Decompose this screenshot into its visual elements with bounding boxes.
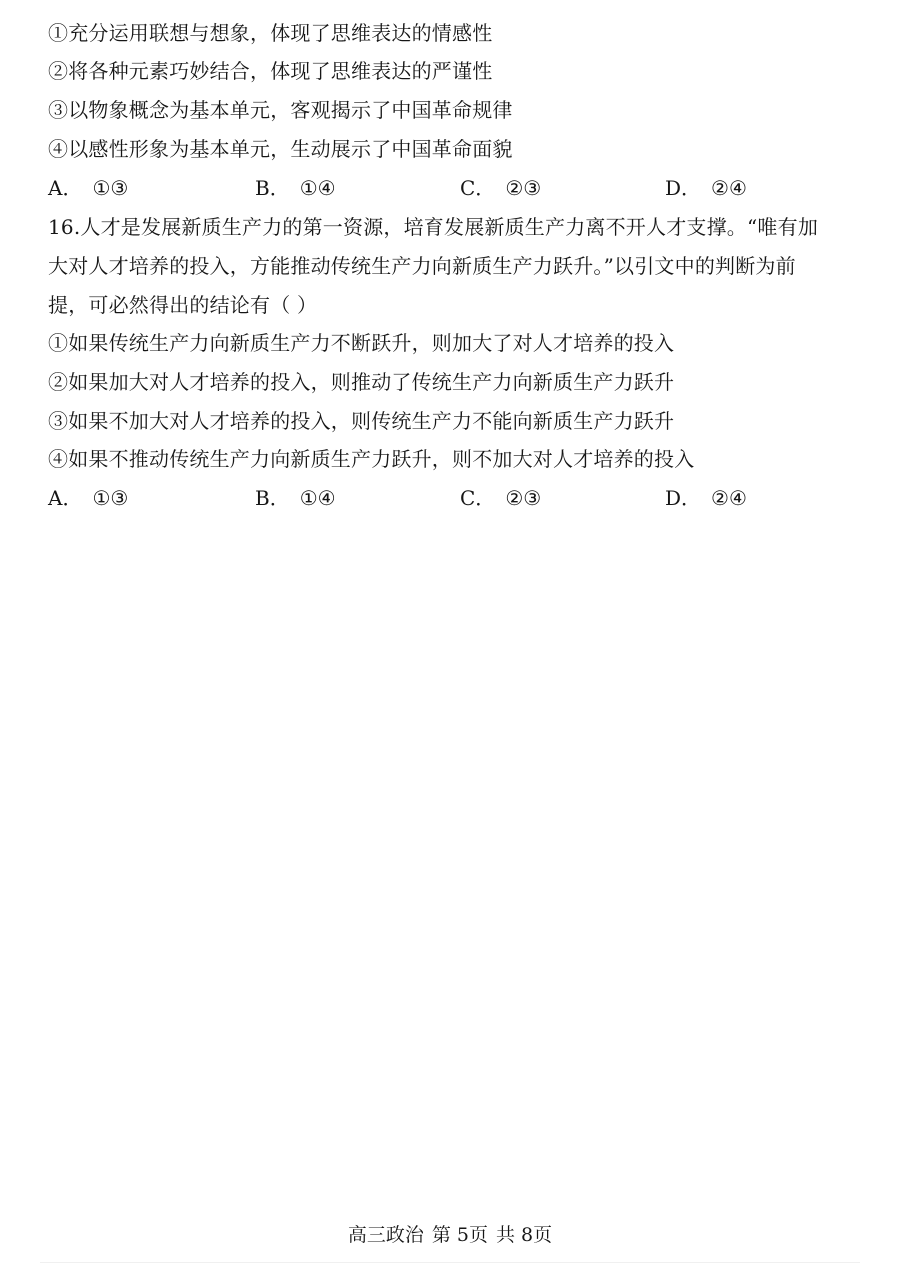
q16-option-b bbox=[255, 485, 336, 511]
q16-option-d bbox=[665, 485, 747, 511]
footer-total-pages: 共 8页 bbox=[496, 1224, 553, 1246]
q16-option-c bbox=[460, 485, 541, 511]
option-letter: A． bbox=[48, 486, 83, 510]
option-letter: B． bbox=[255, 486, 290, 510]
q15-statement-3: ③以物象概念为基本单元，客观揭示了中国革命规律 bbox=[48, 98, 513, 122]
q15-option-a bbox=[48, 175, 128, 201]
option-letter: D． bbox=[665, 486, 702, 510]
option-value: ①③ bbox=[92, 486, 129, 510]
q15-option-b bbox=[255, 175, 336, 201]
q15-option-c bbox=[460, 175, 541, 201]
q16-statement-3: ③如果不加大对人才培养的投入，则传统生产力不能向新质生产力跃升 bbox=[48, 409, 675, 433]
q16-statement-4: ④如果不推动传统生产力向新质生产力跃升，则不加大对人才培养的投入 bbox=[48, 447, 695, 471]
option-value: ①④ bbox=[299, 486, 336, 510]
option-value: ①③ bbox=[92, 176, 129, 200]
q15-option-d bbox=[665, 175, 747, 201]
q16-stem-line-3: 提，可必然得出的结论有（ ） bbox=[48, 293, 318, 317]
option-letter: C． bbox=[460, 486, 496, 510]
option-value: ②③ bbox=[505, 486, 542, 510]
page-footer bbox=[0, 1222, 900, 1248]
q16-options bbox=[48, 485, 848, 511]
option-letter: C． bbox=[460, 176, 496, 200]
q16-statement-2: ②如果加大对人才培养的投入，则推动了传统生产力向新质生产力跃升 bbox=[48, 370, 675, 394]
q16-option-a bbox=[48, 485, 128, 511]
option-value: ①④ bbox=[299, 176, 336, 200]
option-letter: A． bbox=[48, 176, 83, 200]
option-letter: D． bbox=[665, 176, 702, 200]
option-value: ②④ bbox=[711, 486, 747, 510]
option-letter: B． bbox=[255, 176, 290, 200]
q15-statement-2: ②将各种元素巧妙结合，体现了思维表达的严谨性 bbox=[48, 59, 493, 83]
option-value: ②③ bbox=[505, 176, 542, 200]
footer-subject: 高三政治 bbox=[347, 1224, 424, 1246]
q16-stem-line-1: 16.人才是发展新质生产力的第一资源，培育发展新质生产力离不开人才支撑。“唯有加 bbox=[48, 215, 819, 239]
q15-statement-1: ①充分运用联想与想象，体现了思维表达的情感性 bbox=[48, 21, 493, 45]
q15-options bbox=[48, 175, 848, 201]
q15-statement-4: ④以感性形象为基本单元，生动展示了中国革命面貌 bbox=[48, 137, 513, 161]
option-value: ②④ bbox=[711, 176, 747, 200]
q16-statement-1: ①如果传统生产力向新质生产力不断跃升，则加大了对人才培养的投入 bbox=[48, 331, 675, 355]
q16-stem-line-2: 大对人才培养的投入，方能推动传统生产力向新质生产力跃升。”以引文中的判断为前 bbox=[48, 254, 796, 278]
page-bottom-edge bbox=[40, 1262, 860, 1263]
footer-page-number: 第 5页 bbox=[431, 1224, 488, 1246]
